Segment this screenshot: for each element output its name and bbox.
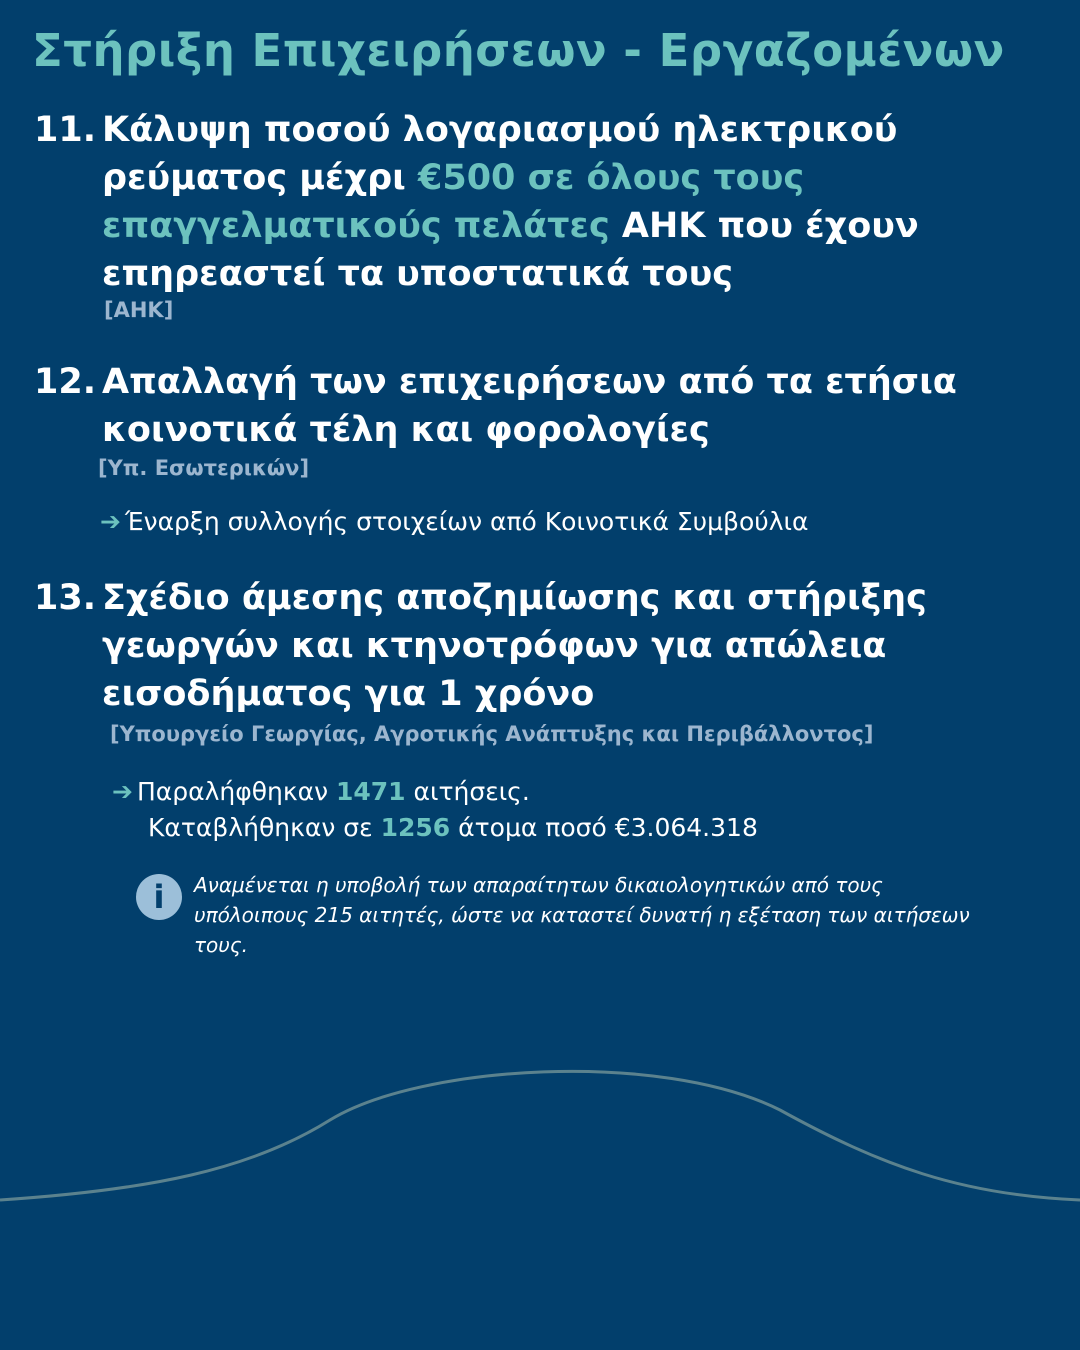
list-item-11 (34, 106, 982, 322)
status-update-13 (112, 774, 758, 846)
paid-count: 1256 (380, 813, 451, 842)
info-icon: i (136, 874, 182, 920)
update-line-1 (112, 774, 758, 810)
update-text: άτομα ποσό €3.064.318 (450, 813, 758, 842)
decorative-wave (0, 1040, 1080, 1220)
item-text (102, 106, 982, 298)
update-text: Παραλήφθηκαν (136, 777, 336, 806)
update-text: αιτήσεις. (405, 777, 530, 806)
update-text: Καταβλήθηκαν σε (148, 813, 381, 842)
update-text: Έναρξη συλλογής στοιχείων από Κοινοτικά Συμβούλια (124, 507, 809, 536)
arrow-right-icon: ➔ (112, 777, 133, 806)
item-text-part: ΑΗΚ που έχουν επηρεαστεί τα υποστατικά τους (102, 206, 919, 294)
item-text-highlight: €500 σε όλους τους επαγγελματικούς πελάτες (102, 158, 805, 246)
item-text: Σχέδιο άμεσης αποζημίωσης και στήριξης γεωργών και κτηνοτρόφων για απώλεια εισοδήματος για 1 χρόνο (102, 578, 927, 714)
item-number: 12. (34, 362, 97, 402)
status-update-12 (100, 504, 809, 540)
item-source: [Υπουργείο Γεωργίας, Αγροτικής Ανάπτυξης και Περιβάλλοντος] (110, 722, 874, 746)
info-text: Αναμένεται η υποβολή των απαραίτητων δικαιολογητικών από τους υπόλοιπους 215 αιτητές, ώστε να καταστεί δυνατή η εξέταση των αιτήσεων τους. (194, 873, 970, 957)
item-source: [ΑΗΚ] (104, 298, 174, 322)
wave-line (0, 1071, 1080, 1200)
item-text-part: Κάλυψη ποσού λογαριασμού ηλεκτρικού ρεύματος μέχρι (102, 110, 898, 198)
applications-count: 1471 (335, 777, 406, 806)
item-number: 13. (34, 578, 97, 618)
list-item-13 (34, 574, 982, 746)
item-number: 11. (34, 110, 97, 150)
arrow-right-icon: ➔ (100, 507, 121, 536)
list-item-12 (34, 358, 982, 480)
item-source: [Υπ. Εσωτερικών] (98, 456, 310, 480)
page-title: Στήριξη Επιχειρήσεων - Εργαζομένων (32, 24, 1005, 77)
update-line-2 (148, 810, 758, 846)
info-note (136, 870, 996, 960)
item-text: Απαλλαγή των επιχειρήσεων από τα ετήσια κοινοτικά τέλη και φορολογίες (102, 362, 957, 450)
